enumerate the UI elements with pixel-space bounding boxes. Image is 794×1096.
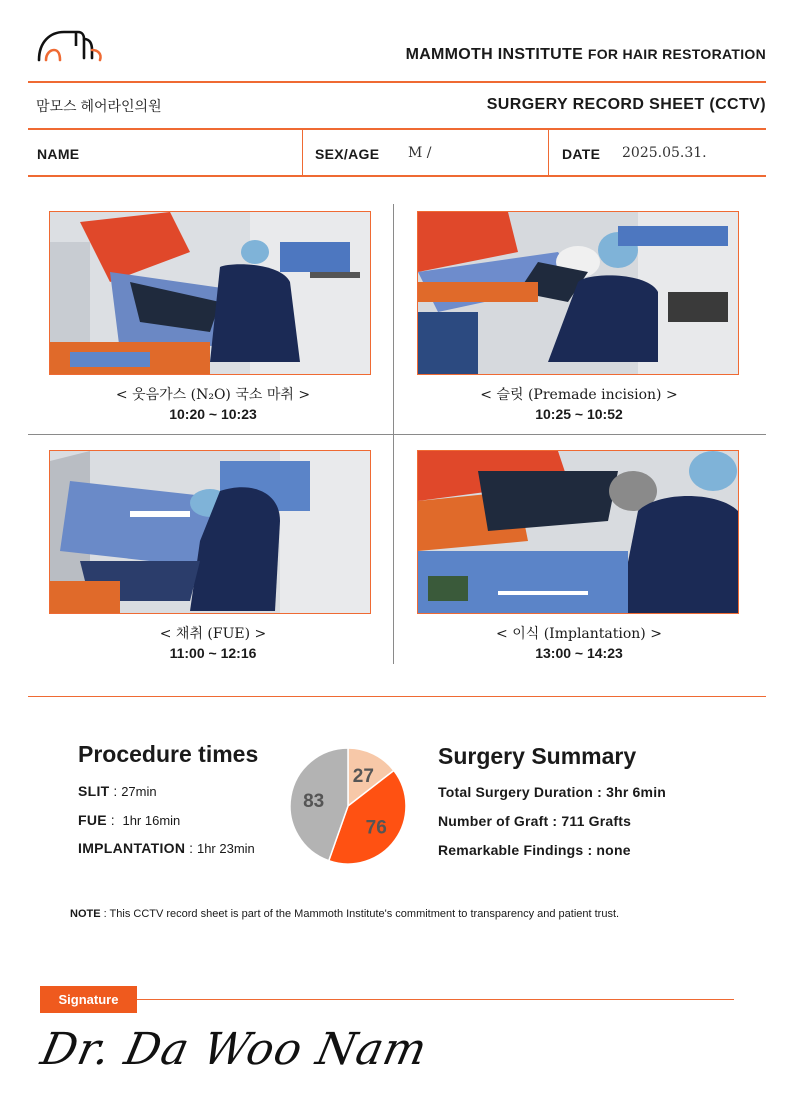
procedure-row: IMPLANTATION : 1hr 23min xyxy=(78,840,255,856)
note-label: NOTE xyxy=(70,908,101,920)
sheet-title: SURGERY RECORD SHEET (CCTV) xyxy=(486,96,766,113)
divider xyxy=(28,81,766,83)
note xyxy=(70,908,619,920)
photo-caption xyxy=(48,625,378,663)
summary-row: Remarkable Findings : none xyxy=(438,842,631,858)
signature-tag: Signature xyxy=(40,986,137,1013)
photo-caption xyxy=(48,386,378,424)
brand-main: MAMMOTH INSTITUTE xyxy=(405,46,584,63)
caption-time: 11:00 ~ 12:16 xyxy=(169,645,257,661)
clinic-korean-name: 맘모스 헤어라인의원 xyxy=(36,98,162,114)
procedure-label: IMPLANTATION xyxy=(78,840,186,856)
procedure-value: 27min xyxy=(121,784,157,799)
sex-age-value: M / xyxy=(408,145,432,161)
caption-title: < 채취 (FUE) > xyxy=(159,626,267,642)
procedure-label: FUE xyxy=(78,812,107,828)
procedure-value: 1hr 23min xyxy=(196,841,255,856)
procedure-label: SLIT xyxy=(78,783,110,799)
procedure-pie-chart xyxy=(286,744,410,868)
photo-grid-divider xyxy=(28,434,766,435)
caption-time: 10:20 ~ 10:23 xyxy=(169,406,257,422)
photo-caption xyxy=(414,625,744,663)
divider xyxy=(28,696,766,697)
field-separator xyxy=(548,130,549,176)
mammoth-logo-icon xyxy=(36,26,106,66)
brand-sub: FOR HAIR RESTORATION xyxy=(587,46,766,62)
pie-slice-label: 76 xyxy=(365,817,387,839)
divider xyxy=(28,128,766,130)
caption-time: 10:25 ~ 10:52 xyxy=(535,406,623,422)
cctv-photo-fue xyxy=(49,450,371,614)
name-label: NAME xyxy=(37,146,80,162)
date-value: 2025.05.31. xyxy=(622,145,707,161)
divider xyxy=(28,175,766,177)
procedure-row: FUE : 1hr 16min xyxy=(78,812,181,828)
signature-line xyxy=(137,999,734,1000)
procedure-times-title: Procedure times xyxy=(78,741,259,767)
summary-row: Number of Graft : 711 Grafts xyxy=(438,813,632,829)
surgery-summary-title: Surgery Summary xyxy=(438,743,637,769)
sex-age-label: SEX/AGE xyxy=(315,146,380,162)
brand-name xyxy=(406,46,766,64)
pie-slice-label: 27 xyxy=(352,765,374,787)
caption-time: 13:00 ~ 14:23 xyxy=(535,645,623,661)
cctv-photo-anesthesia xyxy=(49,211,371,375)
cctv-photo-implantation xyxy=(417,450,739,614)
field-separator xyxy=(302,130,303,176)
note-text: : This CCTV record sheet is part of the Mammoth Institute's commitment to transparency and patient trust. xyxy=(100,908,620,920)
caption-title: < 웃음가스 (N₂O) 국소 마취 > xyxy=(115,387,311,403)
procedure-value: 1hr 16min xyxy=(122,813,181,828)
summary-row: Total Surgery Duration : 3hr 6min xyxy=(438,784,667,800)
caption-title: < 이식 (Implantation) > xyxy=(496,626,662,642)
pie-slice-label: 83 xyxy=(303,791,325,813)
cctv-photo-slit xyxy=(417,211,739,375)
date-label: DATE xyxy=(562,146,601,162)
signature-handwritten: Dr. Da Woo Nam xyxy=(36,1024,433,1075)
photo-caption xyxy=(414,386,744,424)
procedure-row: SLIT : 27min xyxy=(78,783,157,799)
caption-title: < 슬릿 (Premade incision) > xyxy=(480,387,678,403)
